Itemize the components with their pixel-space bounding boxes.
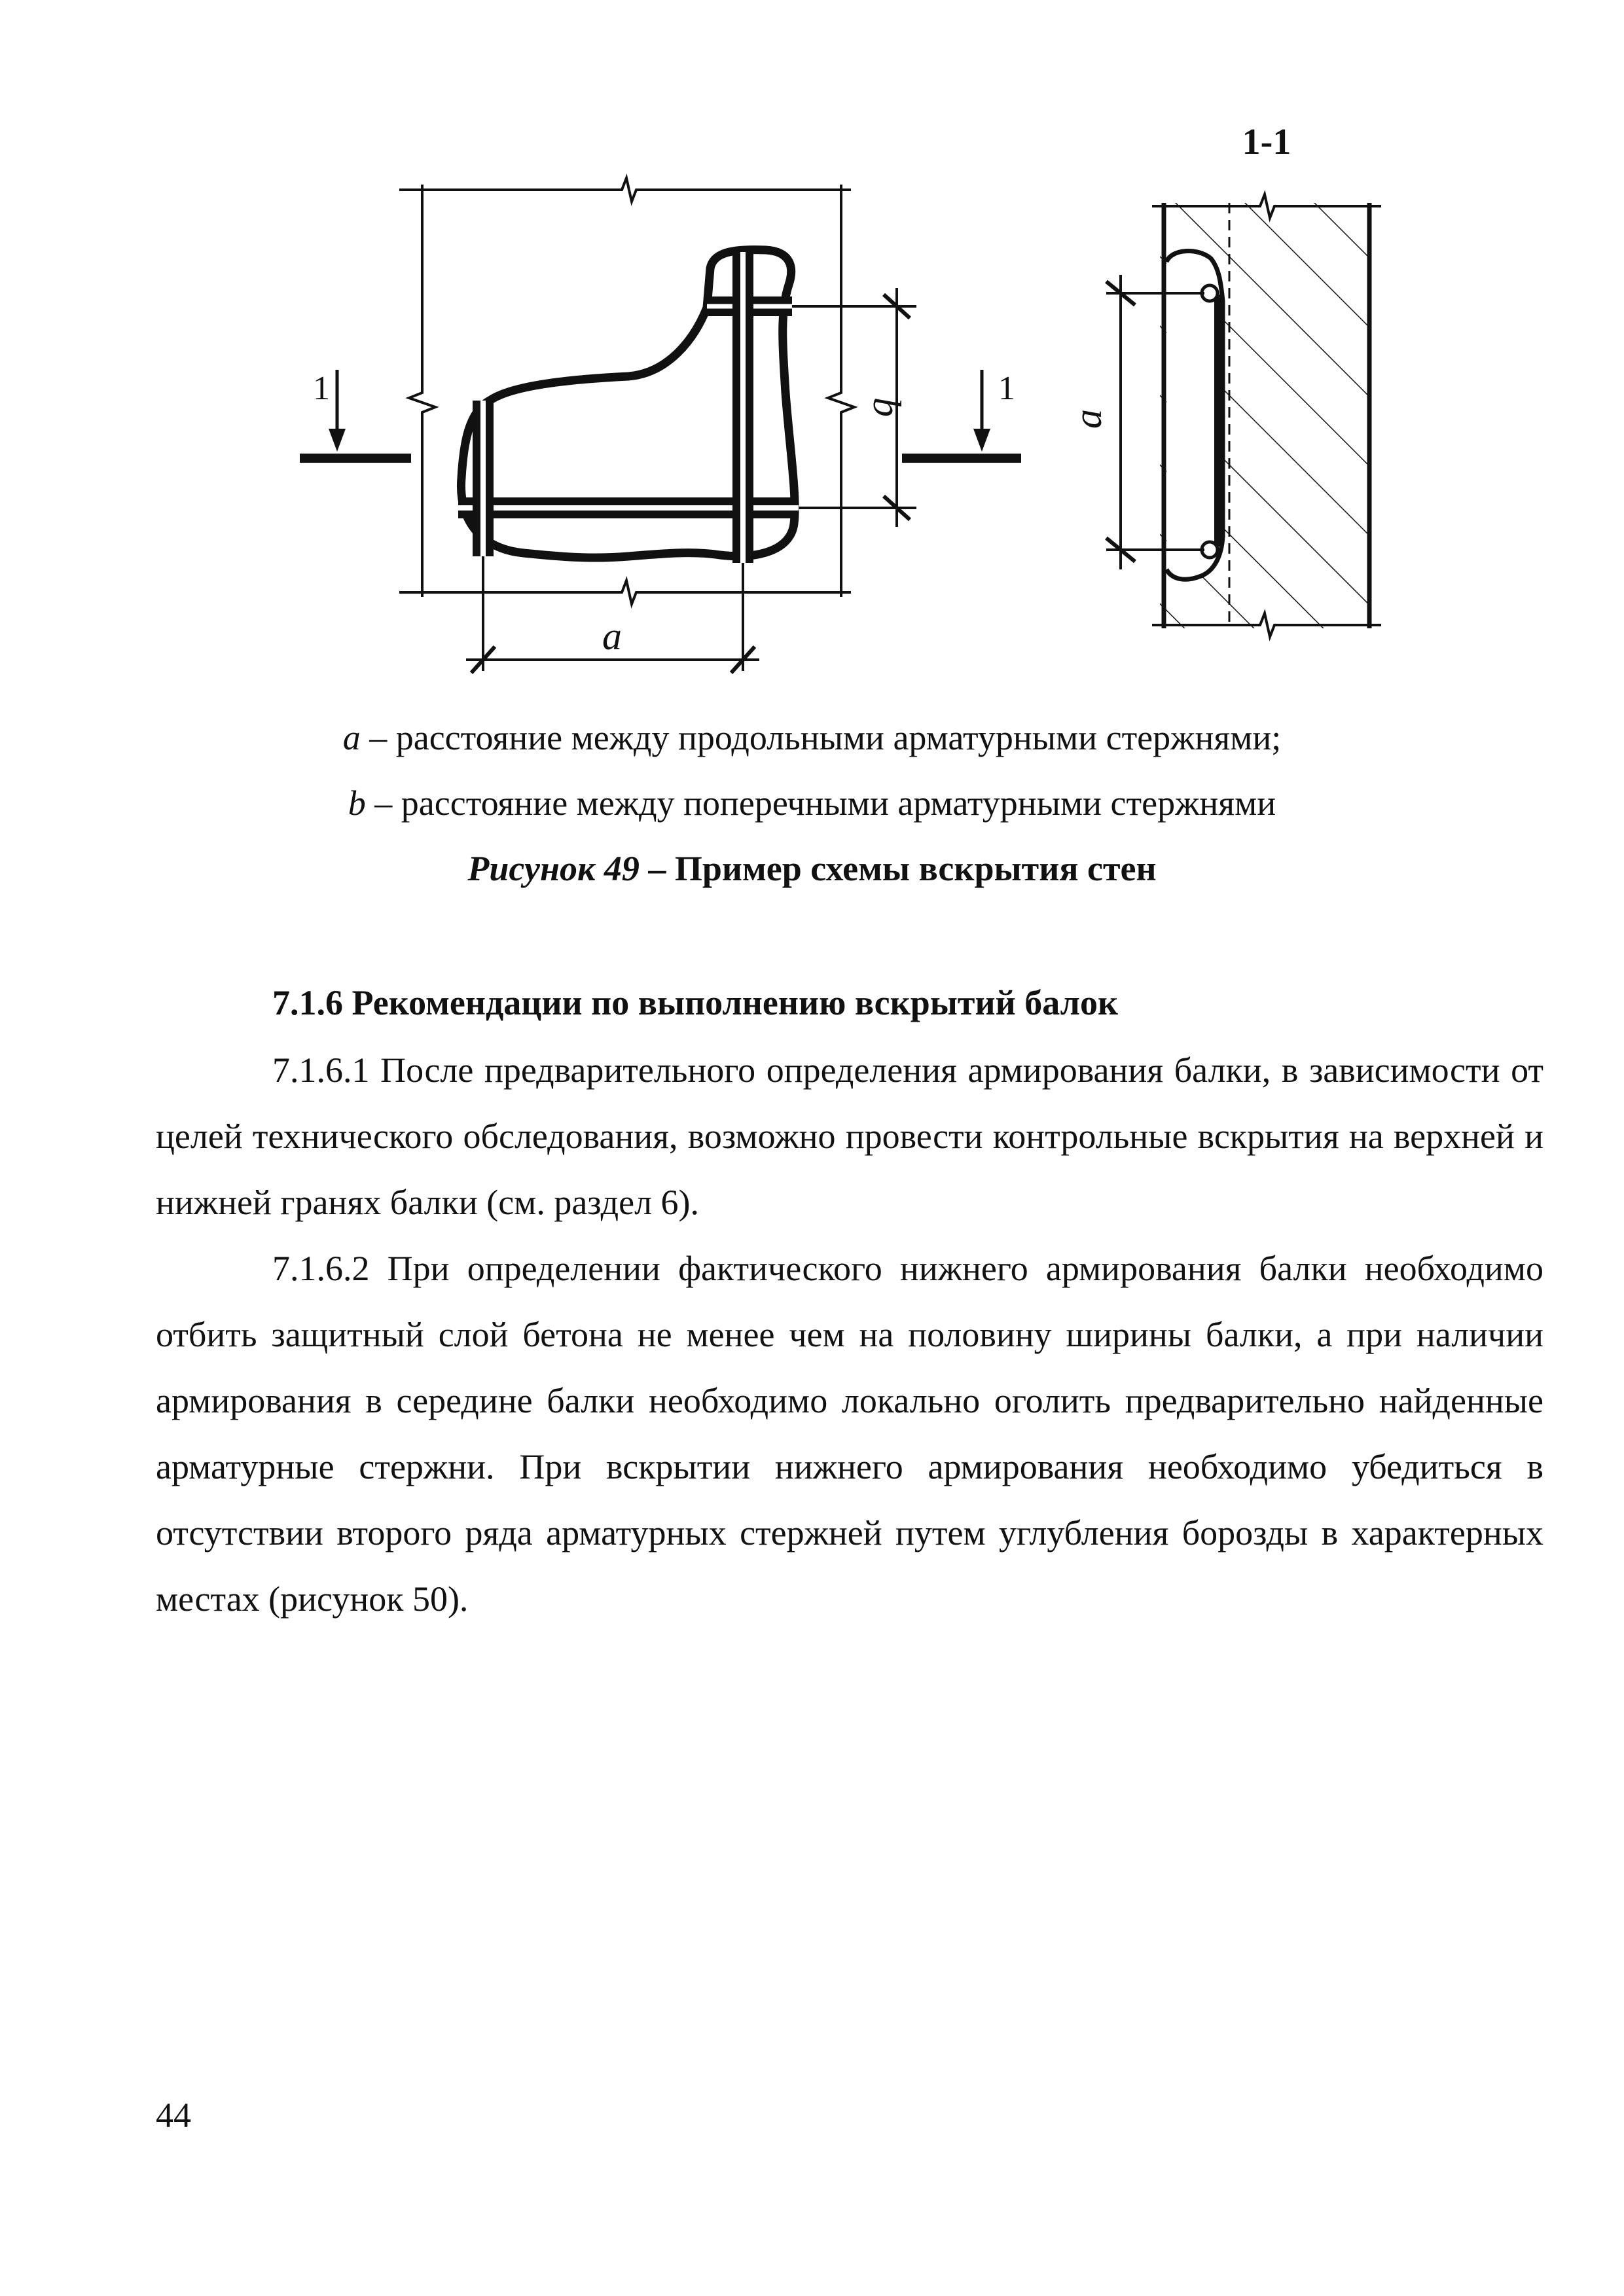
dimension-a-label: a [602, 615, 622, 658]
cut-label-right: 1 [998, 370, 1015, 407]
dimension-b-label: b [865, 397, 909, 417]
section-dimension-a-label: a [1066, 409, 1110, 429]
section-view [1152, 194, 1381, 637]
figure-legend-a [0, 720, 1624, 755]
paragraph-7-1-6-2: 7.1.6.2 При определении фактического нижнего армирования балки необходимо отбить защитный слой бетона не менее чем на половину ширины балки, а при наличии армирования в середине балки необходимо локально оголить предварительно найденные арматурные стержни. При вскрытии нижнего армирования необходимо убедиться в отсутствии второго ряда арматурных стержней путем углубления борозды в характерных местах (рисунок 50). [156, 1249, 1543, 1619]
figure-caption [0, 851, 1624, 886]
legend-var-b: b [348, 783, 366, 823]
figure-legend-b [0, 785, 1624, 821]
section-heading: 7.1.6 Рекомендации по выполнению вскрытий балок [272, 983, 1119, 1022]
paragraph-7-1-6-1: 7.1.6.1 После предварительного определения армирования балки, в зависимости от целей технического обследования, возможно провести контрольные вскрытия на верхней и нижней гранях балки (см. раздел 6). [156, 1050, 1543, 1222]
legend-text-b: – расстояние между поперечными арматурными стержнями [365, 783, 1276, 823]
wall-opening-figure [0, 0, 1624, 785]
legend-var-a: a [342, 718, 361, 757]
rebar-bars [458, 252, 799, 563]
cut-label-left: 1 [313, 370, 330, 407]
figure-caption-text: – Пример схемы вскрытия стен [639, 849, 1157, 888]
legend-text-a: – расстояние между продольными арматурными стержнями; [360, 718, 1282, 757]
figure-caption-label: Рисунок 49 [467, 849, 640, 888]
page-number: 44 [156, 2096, 191, 2135]
section-mark: 1-1 [1242, 122, 1291, 162]
